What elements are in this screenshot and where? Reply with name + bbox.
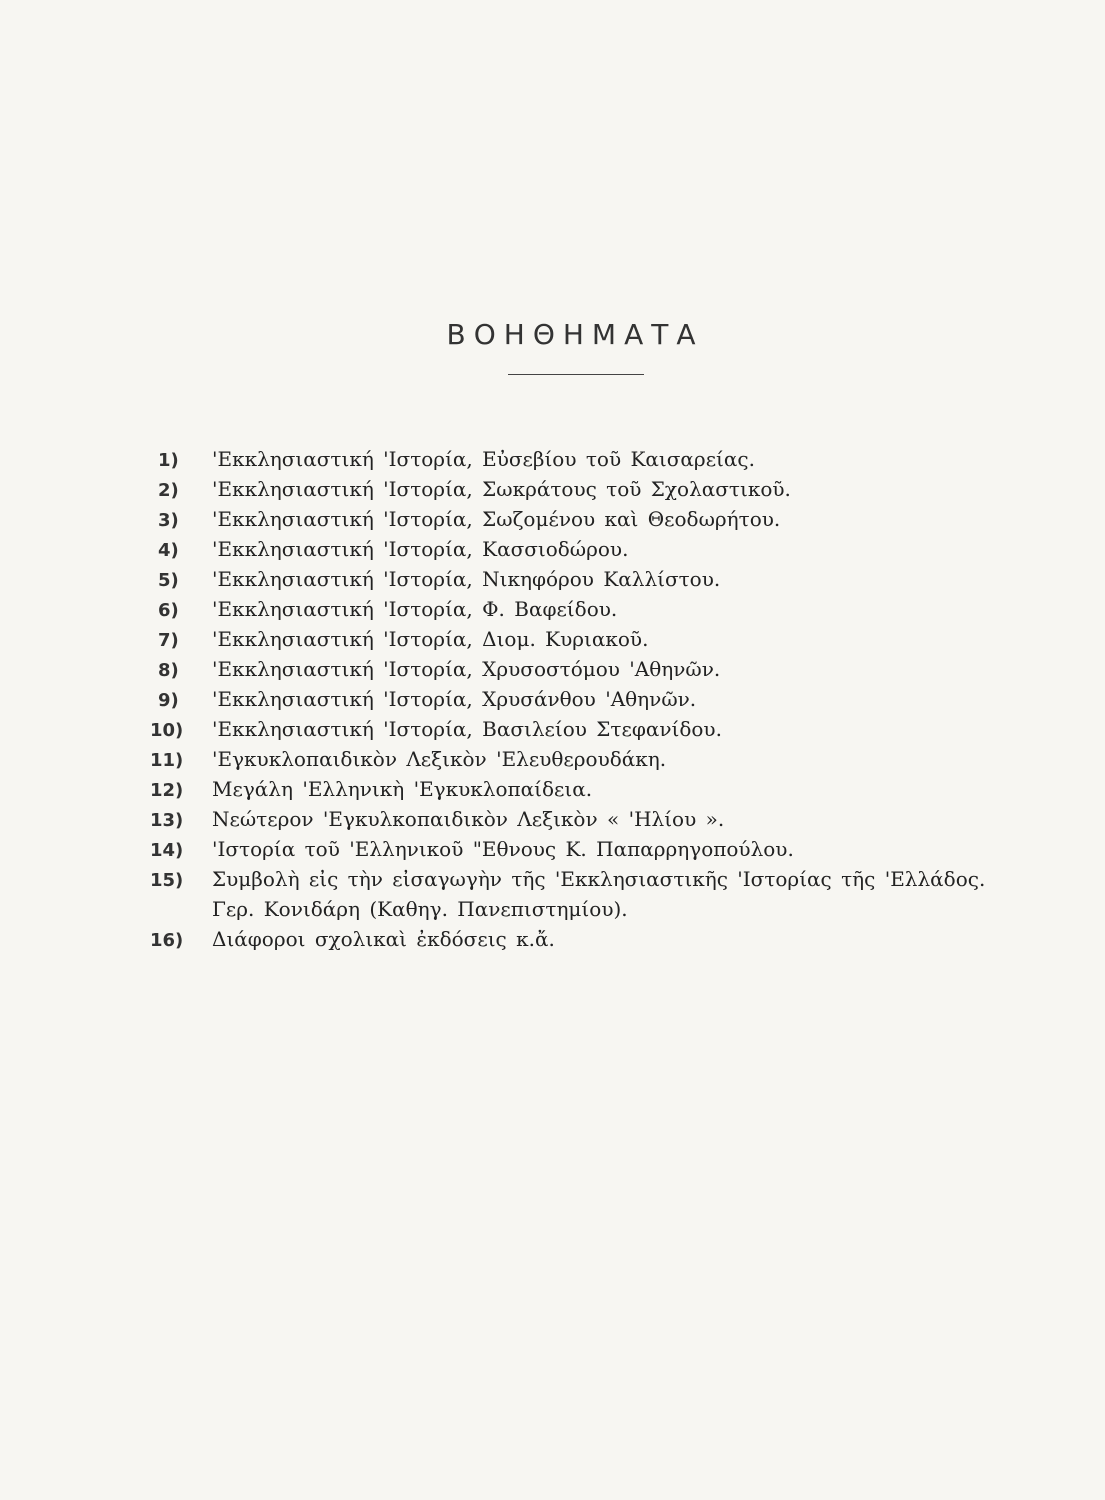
- item-number: 12): [150, 780, 184, 801]
- item-text: 'Ιστορία τοῦ 'Ελληνικοῦ "Εθνους Κ. Παπαρρηγοπούλου.: [212, 837, 794, 861]
- item-text: Μεγάλη 'Ελληνικὴ 'Εγκυκλοπαίδεια.: [212, 777, 593, 801]
- item-number: 2): [158, 480, 179, 501]
- item-number: 14): [150, 840, 184, 861]
- item-number: 15): [150, 870, 184, 891]
- list-item: [150, 504, 1050, 534]
- item-text: 'Εκκλησιαστική 'Ιστορία, Χρυσοστόμου 'Αθηνῶν.: [212, 657, 721, 681]
- list-item: [150, 534, 1050, 564]
- item-number: 8): [158, 660, 179, 681]
- item-text: 'Εκκλησιαστική 'Ιστορία, Εὐσεβίου τοῦ Καισαρείας.: [212, 447, 755, 471]
- list-item: [150, 624, 1050, 654]
- list-item: [150, 834, 1050, 864]
- list-item: [150, 654, 1050, 684]
- item-text: 'Εκκλησιαστική 'Ιστορία, Κασσιοδώρου.: [212, 537, 629, 561]
- list-item: [150, 744, 1050, 774]
- item-number: 1): [158, 450, 179, 471]
- list-item: [150, 564, 1050, 594]
- list-item: [150, 444, 1050, 474]
- item-number: 7): [158, 630, 179, 651]
- item-text: Διάφοροι σχολικαὶ ἐκδόσεις κ.ἄ.: [212, 927, 555, 951]
- item-text: 'Εκκλησιαστική 'Ιστορία, Νικηφόρου Καλλίστου.: [212, 567, 721, 591]
- item-text: 'Εγκυκλοπαιδικὸν Λεξικὸν 'Ελευθερουδάκη.: [212, 747, 667, 771]
- list-item: [150, 684, 1050, 714]
- item-text: 'Εκκλησιαστική 'Ιστορία, Βασιλείου Στεφανίδου.: [212, 717, 722, 741]
- item-number: 3): [158, 510, 179, 531]
- list-item: [150, 774, 1050, 804]
- list-item-continuation: Γερ. Κονιδάρη (Καθηγ. Πανεπιστημίου).: [212, 897, 628, 921]
- item-text: 'Εκκλησιαστική 'Ιστορία, Σωζομένου καὶ Θεοδωρήτου.: [212, 507, 781, 531]
- item-number: 10): [150, 720, 184, 741]
- list-item: [150, 924, 1050, 954]
- item-text: Νεώτερον 'Εγκυλκοπαιδικὸν Λεξικὸν « 'Ηλίου ».: [212, 807, 725, 831]
- item-number: 16): [150, 930, 184, 951]
- list-item: [150, 594, 1050, 624]
- item-number: 6): [158, 600, 179, 621]
- item-number: 4): [158, 540, 179, 561]
- list-item: [150, 864, 1050, 894]
- list-item: [150, 804, 1050, 834]
- bibliography-list: [150, 444, 1050, 954]
- item-number: 5): [158, 570, 179, 591]
- title-underline: [508, 374, 644, 375]
- item-text: 'Εκκλησιαστική 'Ιστορία, Φ. Βαφείδου.: [212, 597, 618, 621]
- item-number: 13): [150, 810, 184, 831]
- item-number: 11): [150, 750, 184, 771]
- item-text: 'Εκκλησιαστική 'Ιστορία, Χρυσάνθου 'Αθηνῶν.: [212, 687, 697, 711]
- item-text: 'Εκκλησιαστική 'Ιστορία, Διομ. Κυριακοῦ.: [212, 627, 649, 651]
- list-item: [150, 714, 1050, 744]
- list-item: [150, 474, 1050, 504]
- item-number: 9): [158, 690, 179, 711]
- item-text: Συμβολὴ εἰς τὴν εἰσαγωγὴν τῆς 'Εκκλησιαστικῆς 'Ιστορίας τῆς 'Ελλάδος.: [212, 867, 986, 891]
- page-title: ΒΟΗΘΗΜΑΤΑ: [446, 318, 704, 351]
- item-text: 'Εκκλησιαστική 'Ιστορία, Σωκράτους τοῦ Σχολαστικοῦ.: [212, 477, 791, 501]
